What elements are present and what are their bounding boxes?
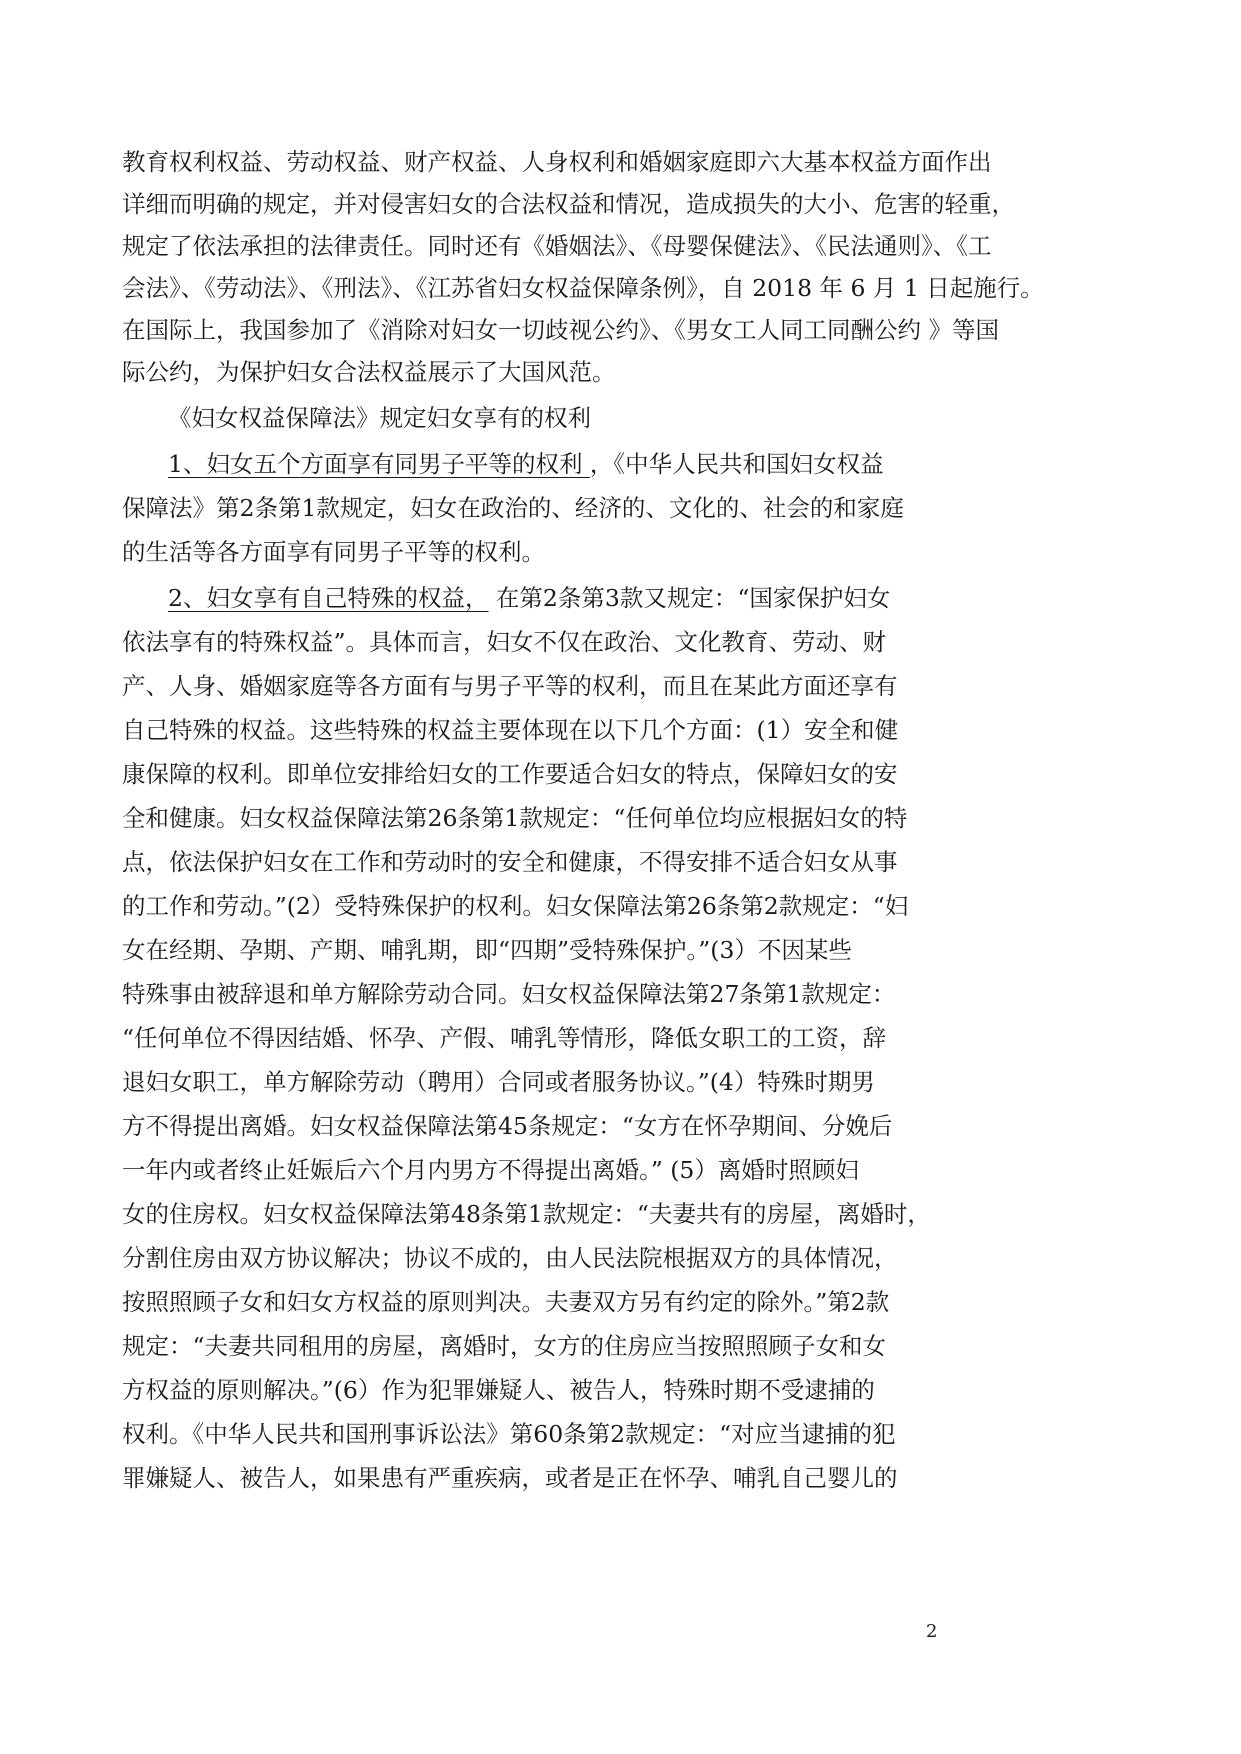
paragraph-line: 际公约，为保护妇女合法权益展示了大国风范。 <box>122 358 616 386</box>
paragraph-line: 在国际上，我国参加了《消除对妇女一切歧视公约》、《男女工人同工同酬公约 》等国 <box>122 316 999 344</box>
paragraph-line: 分割住房由双方协议解决；协议不成的，由人民法院根据双方的具体情况， <box>122 1244 898 1272</box>
page-number: 2 <box>926 1621 938 1642</box>
paragraph-line: 自己特殊的权益。这些特殊的权益主要体现在以下几个方面：(1）安全和健 <box>122 716 899 744</box>
paragraph-line: 按照照顾子女和妇女方权益的原则判决。夫妻双方另有约定的除外。”第2款 <box>122 1288 890 1316</box>
paragraph-line: 特殊事由被辞退和单方解除劳动合同。妇女权益保障法第27条第1款规定： <box>122 980 896 1008</box>
paragraph-line: 一年内或者终止妊娠后六个月内男方不得提出离婚。” (5）离婚时照顾妇 <box>122 1156 859 1184</box>
paragraph-line: 的工作和劳动。”(2）受特殊保护的权利。妇女保障法第26条第2款规定：“妇 <box>122 892 909 920</box>
paragraph-line <box>168 444 1122 484</box>
section-heading: 《妇女权益保障法》规定妇女享有的权利 <box>168 404 591 432</box>
paragraph-line: 详细而明确的规定，并对侵害妇女的合法权益和情况，造成损失的大小、危害的轻重， <box>122 190 1015 218</box>
paragraph-line: 方不得提出离婚。妇女权益保障法第45条规定：“女方在怀孕期间、分娩后 <box>122 1112 893 1140</box>
paragraph-text: 在第2条第3款又规定：“国家保护妇女 <box>488 584 891 612</box>
paragraph-line: 全和健康。妇女权益保障法第26条第1款规定：“任何单位均应根据妇女的特 <box>122 804 908 832</box>
underlined-heading: 1、妇女五个方面享有同男子平等的权利 <box>168 450 590 478</box>
paragraph-line: 点，依法保护妇女在工作和劳动时的安全和健康，不得安排不适合妇女从事 <box>122 848 898 876</box>
paragraph-line: 保障法》第2条第1款规定，妇女在政治的、经济的、文化的、社会的和家庭 <box>122 494 904 522</box>
paragraph-line: 规定：“夫妻共同租用的房屋，离婚时，女方的住房应当按照照顾子女和女 <box>122 1332 887 1360</box>
paragraph-line: 产、人身、婚姻家庭等各方面有与男子平等的权利，而且在某此方面还享有 <box>122 672 898 700</box>
paragraph-line: 教育权利权益、劳动权益、财产权益、人身权利和婚姻家庭即六大基本权益方面作出 <box>122 148 992 176</box>
paragraph-line: 女的住房权。妇女权益保障法第48条第1款规定：“夫妻共有的房屋，离婚时， <box>122 1200 931 1228</box>
paragraph-line: 依法享有的特殊权益”。具体而言，妇女不仅在政治、文化教育、劳动、财 <box>122 628 887 656</box>
paragraph-line: 会法》、《劳动法》、《刑法》、《江苏省妇女权益保障条例》，自 2018 年 6 月 1 日起施行。 <box>122 274 1044 302</box>
paragraph-text: ，《中华人民共和国妇女权益 <box>589 450 884 478</box>
underlined-heading: 2、妇女享有自己特殊的权益， <box>168 584 489 612</box>
paragraph-line <box>168 578 1122 618</box>
paragraph-line: 的生活等各方面享有同男子平等的权利。 <box>122 538 545 566</box>
paragraph-line: 女在经期、孕期、产期、哺乳期，即“四期”受特殊保护。”(3）不因某些 <box>122 936 852 964</box>
paragraph-line: 退妇女职工，单方解除劳动（聘用）合同或者服务协议。”(4）特殊时期男 <box>122 1068 875 1096</box>
paragraph-line: 方权益的原则解决。”(6）作为犯罪嫌疑人、被告人，特殊时期不受逮捕的 <box>122 1376 875 1404</box>
paragraph-line: 权利。《中华人民共和国刑事诉讼法》第60条第2款规定：“对应当逮捕的犯 <box>122 1420 896 1448</box>
paragraph-line: “任何单位不得因结婚、怀孕、产假、哺乳等情形，降低女职工的工资，辞 <box>122 1024 887 1052</box>
paragraph-line: 规定了依法承担的法律责任。同时还有《婚姻法》、《母婴保健法》、《民法通则》、《工 <box>122 232 992 260</box>
paragraph-line: 罪嫌疑人、被告人，如果患有严重疾病，或者是正在怀孕、哺乳自己婴儿的 <box>122 1464 898 1492</box>
paragraph-line: 康保障的权利。即单位安排给妇女的工作要适合妇女的特点，保障妇女的安 <box>122 760 898 788</box>
